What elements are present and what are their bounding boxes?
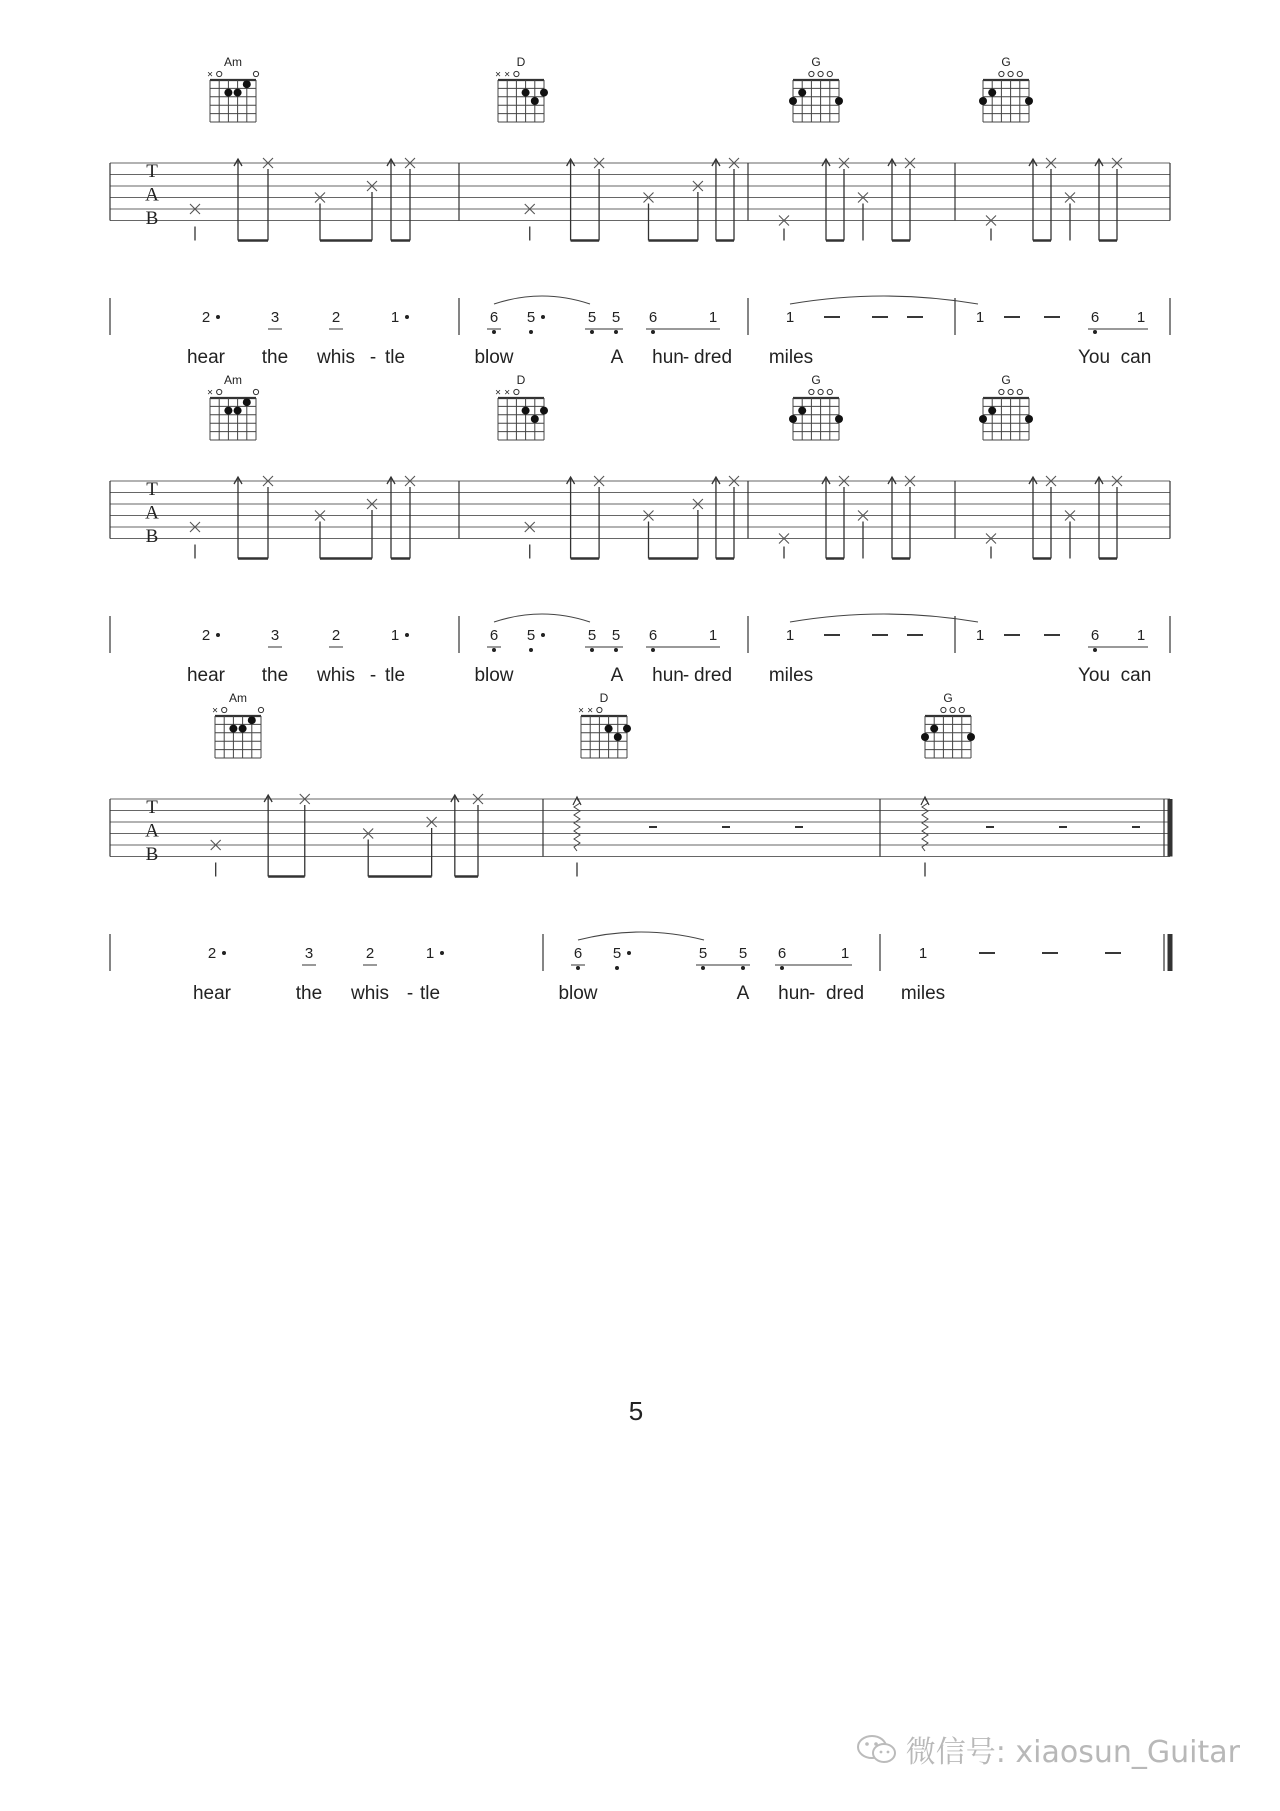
lyric-word: tle (419, 983, 441, 1004)
finger-dot (835, 415, 843, 423)
open-string-mark (827, 389, 832, 394)
jianpu-note: 1 (708, 309, 718, 326)
open-string-mark (597, 707, 602, 712)
chord-name: D (516, 373, 526, 387)
finger-dot (988, 407, 996, 415)
muted-string-mark: × (495, 69, 501, 81)
finger-dot (930, 725, 938, 733)
muted-string-mark: × (587, 705, 594, 717)
jianpu-note: 1 (1136, 627, 1146, 644)
lyric-word: hun (652, 665, 684, 686)
finger-dot (243, 80, 251, 88)
muted-string-mark: × (504, 69, 511, 81)
octave-dot (614, 648, 618, 652)
open-string-mark (253, 71, 258, 76)
chord-name: D (599, 691, 609, 705)
muted-string-mark: × (504, 387, 511, 399)
lyric-word: tle (384, 347, 406, 368)
open-string-mark (217, 389, 222, 394)
jianpu-note: 5 (738, 945, 748, 962)
open-string-mark (222, 707, 227, 712)
lyric-word: A (610, 347, 624, 368)
lyric-word: dred (693, 665, 733, 686)
finger-dot (798, 89, 806, 97)
open-string-mark (253, 389, 258, 394)
jianpu-note: 3 (270, 309, 280, 326)
jianpu-note: 5 (526, 309, 536, 326)
jianpu-note: 5 (698, 945, 708, 962)
finger-dot (234, 89, 242, 97)
finger-dot (605, 725, 613, 733)
finger-dot (522, 407, 530, 415)
system-2 (110, 373, 1170, 686)
muted-string-mark: × (207, 69, 213, 81)
lyric-word: - (682, 347, 690, 368)
lyric-word: - (808, 983, 816, 1004)
finger-dot (979, 415, 987, 423)
open-string-mark (514, 71, 519, 76)
lyric-word: A (610, 665, 624, 686)
finger-dot (1025, 415, 1033, 423)
jianpu-note: 1 (708, 627, 718, 644)
lyric-word: - (369, 347, 377, 368)
tab-clef-letter: T (146, 797, 158, 818)
jianpu-note: 1 (975, 627, 985, 644)
lyric-word: hun (652, 347, 684, 368)
finger-dot (531, 415, 539, 423)
lyric-word: dred (693, 347, 733, 368)
finger-dot (988, 89, 996, 97)
lyric-word: whis (316, 347, 356, 368)
octave-dot (651, 330, 655, 334)
watermark (856, 1727, 1240, 1771)
jianpu-note: 3 (304, 945, 314, 962)
jianpu-note: 6 (573, 945, 583, 962)
jianpu-note: 2 (331, 309, 341, 326)
jianpu-note: 2 (365, 945, 375, 962)
system-3 (110, 691, 1170, 1004)
jianpu-note: 3 (270, 627, 280, 644)
tie-arc (494, 296, 590, 304)
lyric-word: hear (192, 983, 232, 1004)
duration-dot (440, 951, 444, 955)
page-number: 5 (628, 1396, 644, 1426)
chord-name: G (1001, 373, 1011, 387)
open-string-mark (818, 389, 823, 394)
system-1 (110, 55, 1170, 368)
finger-dot (239, 725, 247, 733)
finger-dot (1025, 97, 1033, 105)
jianpu-note: 2 (201, 309, 211, 326)
lyric-word: the (295, 983, 323, 1004)
finger-dot (224, 89, 232, 97)
jianpu-note: 1 (390, 627, 400, 644)
open-string-mark (1017, 389, 1022, 394)
open-string-mark (999, 389, 1004, 394)
lyric-word: hun (778, 983, 810, 1004)
lyric-word: - (682, 665, 690, 686)
jianpu-note: 5 (611, 627, 621, 644)
octave-dot (780, 966, 784, 970)
jianpu-note: 5 (587, 627, 597, 644)
open-string-mark (950, 707, 955, 712)
open-string-mark (809, 389, 814, 394)
arpeggio-wavy-line (574, 799, 580, 851)
jianpu-note: 5 (526, 627, 536, 644)
finger-dot (967, 733, 975, 741)
jianpu-note: 6 (1090, 627, 1100, 644)
octave-dot (1093, 648, 1097, 652)
finger-dot (921, 733, 929, 741)
finger-dot (531, 97, 539, 105)
jianpu-note: 6 (648, 627, 658, 644)
octave-dot (529, 648, 533, 652)
finger-dot (224, 407, 232, 415)
octave-dot (492, 330, 496, 334)
jianpu-note: 5 (611, 309, 621, 326)
muted-string-mark: × (578, 705, 584, 717)
chord-name: G (1001, 55, 1011, 69)
tab-clef-letter: T (146, 161, 158, 182)
chord-name: G (943, 691, 953, 705)
octave-dot (590, 330, 594, 334)
wechat-icon (856, 1734, 898, 1764)
lyric-word: can (1120, 347, 1152, 368)
finger-dot (540, 89, 548, 97)
lyric-word: dred (825, 983, 865, 1004)
finger-dot (540, 407, 548, 415)
jianpu-note: 6 (489, 309, 499, 326)
octave-dot (701, 966, 705, 970)
jianpu-note: 6 (648, 309, 658, 326)
tie-arc (578, 932, 704, 940)
tab-clef-letter: B (145, 208, 159, 229)
lyric-word: whis (316, 665, 356, 686)
chord-name: G (811, 373, 821, 387)
chord-name: D (516, 55, 526, 69)
watermark-text: 微信号: xiaosun_Guitar (905, 1735, 1240, 1770)
tie-arc (494, 614, 590, 622)
chord-name: Am (229, 691, 247, 705)
finger-dot (243, 398, 251, 406)
finger-dot (798, 407, 806, 415)
tie-arc (790, 614, 978, 622)
jianpu-note: 1 (785, 627, 795, 644)
finger-dot (789, 415, 797, 423)
jianpu-note: 6 (777, 945, 787, 962)
open-string-mark (1008, 389, 1013, 394)
finger-dot (789, 97, 797, 105)
muted-string-mark: × (495, 387, 501, 399)
jianpu-note: 1 (1136, 309, 1146, 326)
jianpu-note: 5 (587, 309, 597, 326)
tab-clef-letter: B (145, 526, 159, 547)
open-string-mark (217, 71, 222, 76)
lyric-word: blow (474, 665, 514, 686)
lyric-word: the (261, 347, 289, 368)
arpeggio-wavy-line (922, 799, 928, 851)
octave-dot (492, 648, 496, 652)
lyric-word: blow (474, 347, 514, 368)
lyric-word: miles (768, 347, 814, 368)
finger-dot (234, 407, 242, 415)
tab-clef-letter: T (146, 479, 158, 500)
chord-name: Am (224, 55, 242, 69)
duration-dot (541, 633, 545, 637)
octave-dot (651, 648, 655, 652)
jianpu-note: 6 (489, 627, 499, 644)
open-string-mark (818, 71, 823, 76)
octave-dot (529, 330, 533, 334)
lyric-word: tle (384, 665, 406, 686)
muted-string-mark: × (212, 705, 218, 717)
duration-dot (216, 315, 220, 319)
duration-dot (405, 315, 409, 319)
open-string-mark (959, 707, 964, 712)
tab-clef-letter: A (145, 184, 159, 206)
strum-arrow (921, 797, 929, 805)
jianpu-note: 1 (425, 945, 435, 962)
open-string-mark (809, 71, 814, 76)
tab-clef-letter: B (145, 844, 159, 865)
open-string-mark (258, 707, 263, 712)
lyric-word: blow (558, 983, 598, 1004)
jianpu-note: 2 (331, 627, 341, 644)
jianpu-note: 1 (390, 309, 400, 326)
finger-dot (835, 97, 843, 105)
tab-clef-letter: A (145, 502, 159, 524)
open-string-mark (941, 707, 946, 712)
finger-dot (623, 725, 631, 733)
lyric-word: hear (186, 347, 226, 368)
lyric-word: miles (768, 665, 814, 686)
strum-arrow (573, 797, 581, 805)
jianpu-note: 2 (201, 627, 211, 644)
duration-dot (405, 633, 409, 637)
chord-name: Am (224, 373, 242, 387)
jianpu-note: 5 (612, 945, 622, 962)
tie-arc (790, 296, 978, 304)
lyric-word: You (1077, 665, 1111, 686)
lyric-word: A (736, 983, 750, 1004)
lyric-word: can (1120, 665, 1152, 686)
jianpu-note: 1 (918, 945, 928, 962)
lyric-word: miles (900, 983, 946, 1004)
chord-name: G (811, 55, 821, 69)
jianpu-note: 1 (840, 945, 850, 962)
open-string-mark (827, 71, 832, 76)
finger-dot (979, 97, 987, 105)
jianpu-note: 1 (975, 309, 985, 326)
open-string-mark (1017, 71, 1022, 76)
lyric-word: whis (350, 983, 390, 1004)
duration-dot (627, 951, 631, 955)
lyric-word: You (1077, 347, 1111, 368)
open-string-mark (999, 71, 1004, 76)
finger-dot (229, 725, 237, 733)
finger-dot (248, 716, 256, 724)
open-string-mark (1008, 71, 1013, 76)
lyric-word: - (406, 983, 414, 1004)
octave-dot (741, 966, 745, 970)
lyric-word: hear (186, 665, 226, 686)
lyric-word: the (261, 665, 289, 686)
lyric-word: - (369, 665, 377, 686)
octave-dot (614, 330, 618, 334)
open-string-mark (514, 389, 519, 394)
duration-dot (541, 315, 545, 319)
octave-dot (615, 966, 619, 970)
octave-dot (1093, 330, 1097, 334)
duration-dot (222, 951, 226, 955)
octave-dot (576, 966, 580, 970)
finger-dot (614, 733, 622, 741)
jianpu-note: 1 (785, 309, 795, 326)
finger-dot (522, 89, 530, 97)
duration-dot (216, 633, 220, 637)
tab-clef-letter: A (145, 820, 159, 842)
jianpu-note: 2 (207, 945, 217, 962)
muted-string-mark: × (207, 387, 213, 399)
jianpu-note: 6 (1090, 309, 1100, 326)
octave-dot (590, 648, 594, 652)
